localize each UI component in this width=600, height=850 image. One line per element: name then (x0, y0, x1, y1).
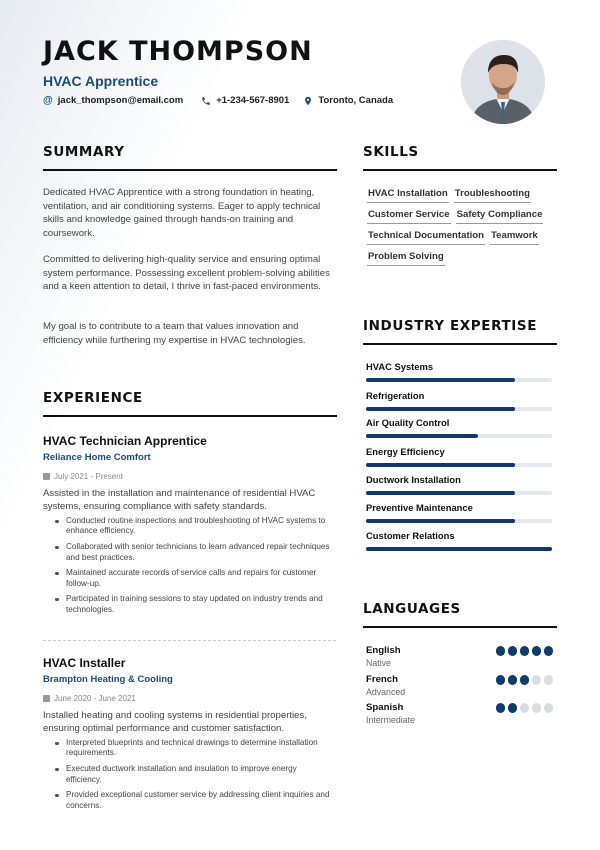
expertise-bar-fill (366, 407, 515, 411)
skill-tag: HVAC Installation (367, 188, 449, 203)
skills-list (367, 188, 562, 266)
expertise-label: Energy Efficiency (366, 446, 445, 457)
rating-dot (496, 646, 506, 656)
list-item: Participated in training sessions to stay updated on industry trends and technologies. (55, 594, 330, 615)
job-1-title: HVAC Technician Apprentice (43, 434, 207, 448)
rating-dot (532, 675, 542, 685)
language-name: French (366, 674, 398, 685)
skill-tag: Safety Compliance (456, 209, 544, 224)
expertise-label: Ductwork Installation (366, 474, 461, 485)
expertise-label: HVAC Systems (366, 361, 434, 372)
job-title-header: HVAC Apprentice (43, 73, 159, 89)
job-2-company: Brampton Heating & Cooling (43, 674, 173, 685)
skill-tag: Troubleshooting (454, 188, 531, 203)
expertise-bar-track (366, 519, 552, 523)
list-item: Provided exceptional customer service by addressing client inquiries and concerns. (55, 790, 330, 811)
skill-tag: Problem Solving (367, 251, 445, 266)
avatar (461, 40, 545, 124)
job-2-dates (43, 694, 136, 703)
language-level: Advanced (366, 687, 406, 697)
rating-dot (496, 675, 506, 685)
job-1-bullets (55, 516, 330, 620)
location-pin-icon (303, 96, 313, 106)
job-1-description: Assisted in the installation and maintenance of residential HVAC systems, ensuring compliance with safety standards. (43, 488, 316, 512)
email-text: jack_thompson@email.com (57, 95, 184, 106)
list-item: Conducted routine inspections and troubleshooting of HVAC systems to enhance efficiency. (55, 516, 330, 537)
phone-text: +1-234-567-8901 (216, 95, 290, 106)
job-1-dates (43, 472, 123, 481)
expertise-bar-fill (366, 519, 515, 523)
experience-heading: EXPERIENCE (43, 390, 143, 406)
calendar-icon (43, 473, 50, 480)
expertise-bar-track (366, 407, 552, 411)
expertise-bar-track (366, 378, 552, 382)
rating-dot (508, 646, 518, 656)
rating-dot (520, 703, 530, 713)
language-rating (496, 646, 554, 656)
job-separator (43, 640, 336, 641)
job-2-bullets (55, 738, 330, 816)
list-item: Maintained accurate records of service calls and repairs for customer follow-up. (55, 568, 330, 589)
expertise-label: Refrigeration (366, 390, 425, 401)
expertise-item (366, 446, 552, 467)
rating-dot (520, 646, 530, 656)
job-2-description: Installed heating and cooling systems in residential properties, ensuring optimal performance and customer satisfaction. (43, 710, 307, 734)
languages-divider (363, 626, 557, 628)
contact-phone[interactable] (201, 95, 289, 106)
skill-tag: Customer Service (367, 209, 451, 224)
profile-photo-icon (461, 40, 545, 124)
language-item (366, 645, 553, 668)
summary-divider (43, 169, 337, 171)
candidate-name: JACK THOMPSON (43, 36, 313, 67)
rating-dot (508, 675, 518, 685)
rating-dot (532, 646, 542, 656)
skills-divider (363, 169, 557, 171)
summary-paragraph-2: Committed to delivering high-quality service and ensuring optimal system performance. Possessing excellent problem-solving abilities and a keen attention to detail, I thrive in fast-paced environments. (43, 254, 330, 292)
list-item: Interpreted blueprints and technical drawings to determine installation requirements. (55, 738, 330, 759)
language-level: Native (366, 658, 391, 668)
expertise-bar-fill (366, 491, 515, 495)
industry-expertise-divider (363, 343, 557, 345)
expertise-bar-track (366, 463, 552, 467)
expertise-item (366, 417, 552, 438)
rating-dot (544, 646, 554, 656)
expertise-bar-track (366, 547, 552, 551)
industry-expertise-heading: INDUSTRY EXPERTISE (363, 318, 538, 334)
contact-email[interactable] (43, 95, 183, 106)
expertise-bar-fill (366, 434, 478, 438)
rating-dot (532, 703, 542, 713)
expertise-bar-fill (366, 378, 515, 382)
summary-paragraph-1: Dedicated HVAC Apprentice with a strong foundation in heating, ventilation, and air conditioning systems. Eager to apply technical skills and knowledge gained through hands-on training and coursework. (43, 187, 321, 239)
list-item: Executed ductwork installation and insulation to improve energy efficiency. (55, 764, 330, 785)
list-item: Collaborated with senior technicians to learn advanced repair techniques and best practices. (55, 542, 330, 563)
language-item (366, 702, 553, 725)
experience-divider (43, 415, 337, 417)
location-text: Toronto, Canada (318, 95, 394, 106)
job-1-company: Reliance Home Comfort (43, 452, 151, 463)
expertise-bar-fill (366, 547, 552, 551)
language-level: Intermediate (366, 715, 415, 725)
job-2-dates-text: June 2020 - June 2021 (54, 694, 136, 703)
at-icon: @ (43, 95, 53, 106)
language-rating (496, 703, 554, 713)
contact-location (303, 95, 393, 106)
expertise-bar-track (366, 434, 552, 438)
expertise-item (366, 361, 552, 382)
expertise-bar-fill (366, 463, 515, 467)
expertise-item (366, 502, 552, 523)
expertise-item (366, 390, 552, 411)
language-item (366, 674, 553, 697)
expertise-item (366, 530, 552, 551)
language-name: Spanish (366, 702, 404, 713)
expertise-item (366, 474, 552, 495)
contact-row (43, 95, 393, 106)
rating-dot (496, 703, 506, 713)
languages-heading: LANGUAGES (363, 601, 461, 617)
summary-heading: SUMMARY (43, 144, 125, 160)
skills-heading: SKILLS (363, 144, 419, 160)
rating-dot (508, 703, 518, 713)
summary-paragraph-3: My goal is to contribute to a team that values innovation and efficiency while furthering my expertise in HVAC technologies. (43, 321, 306, 346)
rating-dot (544, 703, 554, 713)
expertise-bar-track (366, 491, 552, 495)
expertise-label: Preventive Maintenance (366, 502, 473, 513)
rating-dot (520, 675, 530, 685)
skill-tag: Technical Documentation (367, 230, 485, 245)
skill-tag: Teamwork (490, 230, 539, 245)
calendar-icon (43, 695, 50, 702)
rating-dot (544, 675, 554, 685)
language-name: English (366, 645, 401, 656)
expertise-label: Customer Relations (366, 530, 455, 541)
job-2-title: HVAC Installer (43, 656, 126, 670)
job-1-dates-text: July 2021 - Present (54, 472, 123, 481)
expertise-label: Air Quality Control (366, 417, 450, 428)
phone-icon (201, 96, 211, 106)
language-rating (496, 675, 554, 685)
